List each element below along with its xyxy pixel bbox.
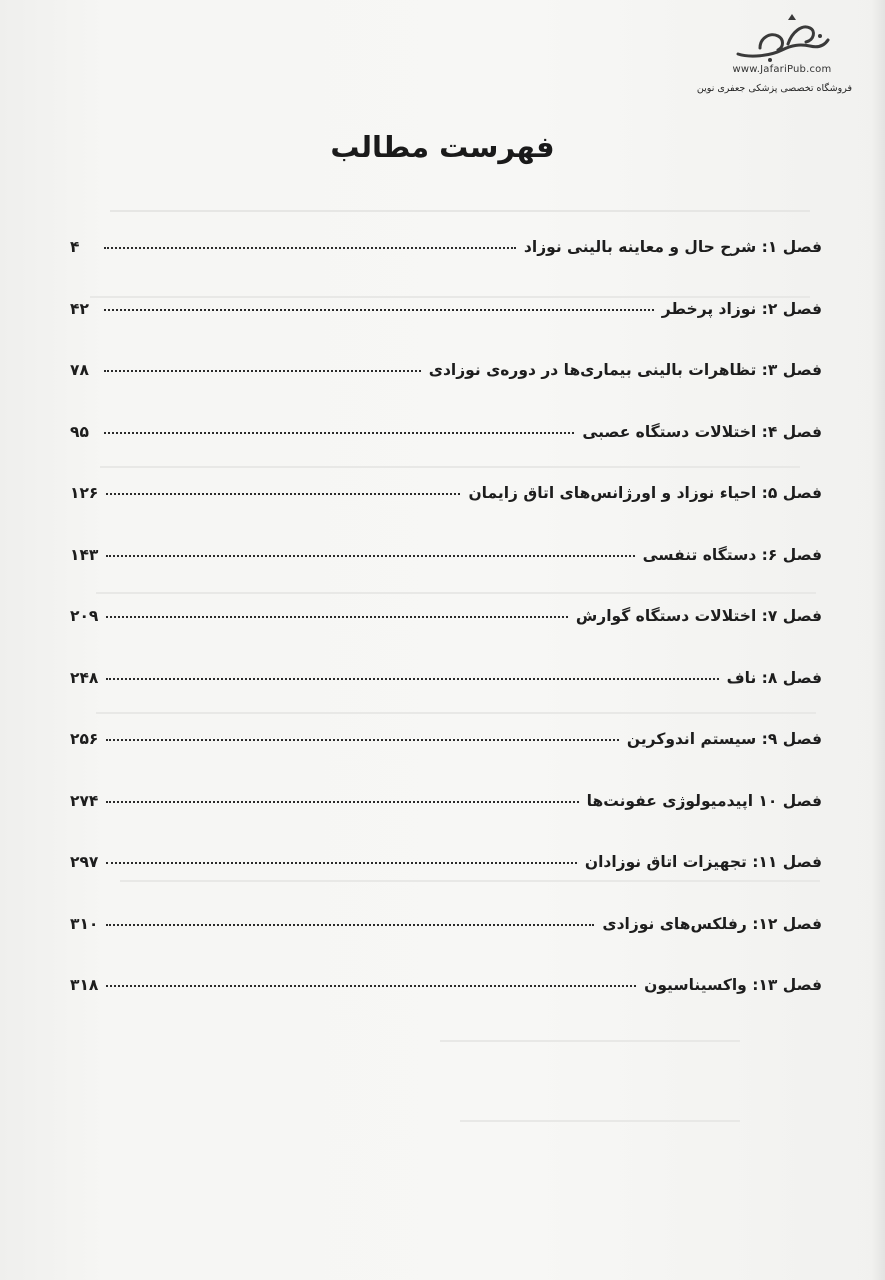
toc-entry-title: فصل ۱۰ اپیدمیولوژی عفونت‌ها [586, 791, 822, 810]
toc-dot-leader [104, 432, 574, 434]
toc-entry-page: ۴ [70, 238, 80, 256]
toc-dot-leader [106, 985, 636, 987]
toc-dot-leader [106, 493, 460, 495]
toc-dot-leader [104, 247, 516, 249]
toc-entry-page: ۲۰۹ [70, 607, 99, 625]
toc-dot-leader [106, 739, 619, 741]
toc-dot-leader [106, 555, 634, 557]
toc-entry-title: فصل ۳: تظاهرات بالینی بیماری‌ها در دوره‌ی نوزادی [428, 361, 822, 379]
toc-entry-page: ۷۸ [70, 361, 89, 379]
toc-entry[interactable] [70, 915, 822, 977]
toc-entry-page: ۳۱۰ [70, 914, 99, 933]
toc-entry-title: فصل ۱۲: رفلکس‌های نوزادی [602, 914, 822, 933]
toc-entry-page: ۹۵ [70, 422, 89, 441]
toc-entry-page: ۲۷۴ [70, 791, 99, 810]
toc-entry-page: ۳۱۸ [70, 976, 99, 994]
toc-entry-title: فصل ۱: شرح حال و معاینه بالینی نوزاد [523, 238, 822, 256]
publisher-caption: فروشگاه تخصصی پزشکی جعفری نوین [696, 83, 852, 94]
toc-entry-title: فصل ۱۱: تجهیزات اتاق نوزادان [584, 853, 822, 871]
toc-entry-page: ۱۲۶ [70, 484, 99, 502]
table-of-contents [70, 238, 822, 1038]
toc-entry[interactable] [70, 238, 822, 300]
toc-dot-leader [106, 924, 594, 926]
toc-entry[interactable] [70, 730, 822, 792]
toc-entry[interactable] [70, 976, 822, 1038]
toc-dot-leader [104, 309, 654, 311]
toc-entry-title: فصل ۲: نوزاد پرخطر [661, 299, 822, 318]
toc-dot-leader [106, 862, 576, 864]
toc-entry-page: ۱۴۳ [70, 545, 99, 564]
toc-dot-leader [106, 616, 568, 618]
publisher-logo [696, 14, 852, 94]
toc-dot-leader [104, 370, 421, 372]
page-title: فهرست مطالب [330, 130, 555, 164]
toc-entry-title: فصل ۵: احیاء نوزاد و اورژانس‌های اتاق زایمان [468, 484, 822, 502]
toc-entry[interactable] [70, 607, 822, 669]
toc-entry-title: فصل ۹: سیستم اندوکرین [626, 730, 822, 748]
jafari-logo-icon [730, 14, 834, 64]
toc-dot-leader [106, 801, 578, 803]
toc-entry-title: فصل ۷: اختلالات دستگاه گوارش [575, 607, 822, 625]
toc-entry[interactable] [70, 669, 822, 731]
toc-dot-leader [106, 678, 718, 680]
publisher-url: www.JafariPub.com [732, 64, 832, 75]
toc-entry-title: فصل ۸: ناف [726, 668, 822, 687]
toc-entry-page: ۲۹۷ [70, 853, 99, 871]
toc-entry-page: ۲۵۶ [70, 730, 99, 748]
toc-entry-title: فصل ۴: اختلالات دستگاه عصبی [582, 422, 822, 441]
toc-entry[interactable] [70, 546, 822, 608]
toc-entry-title: فصل ۱۳: واکسیناسیون [644, 976, 822, 994]
toc-entry[interactable] [70, 853, 822, 915]
toc-entry[interactable] [70, 484, 822, 546]
toc-entry-page: ۲۴۸ [70, 668, 99, 687]
toc-entry-title: فصل ۶: دستگاه تنفسی [642, 545, 822, 564]
toc-entry[interactable] [70, 361, 822, 423]
toc-entry[interactable] [70, 423, 822, 485]
toc-entry[interactable] [70, 300, 822, 362]
toc-entry-page: ۴۲ [70, 299, 89, 318]
page-edge-shadow [871, 0, 885, 1280]
toc-entry[interactable] [70, 792, 822, 854]
